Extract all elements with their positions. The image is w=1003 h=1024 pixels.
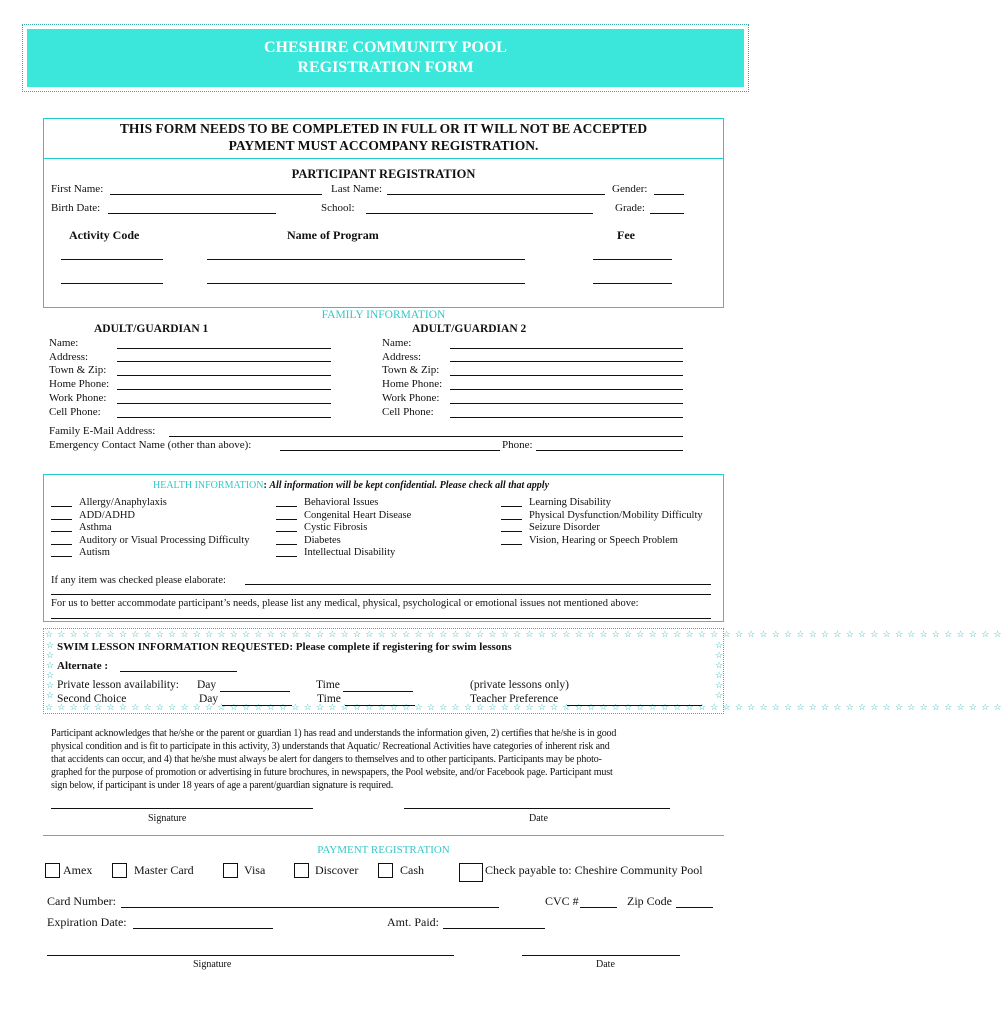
health-item-cystic: Cystic Fibrosis <box>304 522 368 533</box>
activity-code-field-1[interactable] <box>61 259 163 260</box>
program-name-field-2[interactable] <box>207 283 525 284</box>
g2-address-label: Address: <box>382 351 422 363</box>
g2-name-field[interactable] <box>450 348 683 349</box>
time-label-1: Time <box>316 679 340 691</box>
health-check-3-3[interactable] <box>501 531 522 532</box>
cash-label: Cash <box>400 863 424 877</box>
notice-line-1: THIS FORM NEEDS TO BE COMPLETED IN FULL OR IT WILL NOT BE ACCEPTED <box>119 121 648 136</box>
health-check-2-2[interactable] <box>276 519 297 520</box>
day-label-2: Day <box>199 693 219 705</box>
star-border-left: ☆ ☆ ☆ ☆ ☆ ☆ <box>46 640 56 700</box>
grade-field[interactable] <box>650 213 684 214</box>
g1-address-label: Address: <box>49 351 89 363</box>
g1-name-field[interactable] <box>117 348 331 349</box>
g1-cell-phone-field[interactable] <box>117 417 331 418</box>
ack-date-field[interactable] <box>404 808 670 809</box>
g2-address-field[interactable] <box>450 361 683 362</box>
g1-work-phone-field[interactable] <box>117 403 331 404</box>
discover-checkbox[interactable] <box>294 863 309 878</box>
elaborate-field[interactable] <box>245 584 711 585</box>
grade-label: Grade: <box>615 202 645 214</box>
alternate-field[interactable] <box>120 671 237 672</box>
emergency-phone-field[interactable] <box>536 450 683 451</box>
cvc-label: CVC # <box>545 894 579 908</box>
zip-code-field[interactable] <box>676 907 713 908</box>
g1-town-field[interactable] <box>117 375 331 376</box>
emergency-phone-label: Phone: <box>502 439 533 451</box>
private-only-label: (private lessons only) <box>470 679 570 691</box>
email-label: Family E-Mail Address: <box>49 425 156 437</box>
form-title: CHESHIRE COMMUNITY POOL <box>264 39 507 56</box>
health-check-1-3[interactable] <box>51 531 72 532</box>
day-label-1: Day <box>197 679 217 691</box>
ack-line-2: physical condition and is fit to participate in this activity, 3) understands that Aquatic/ Recreational Activities have categories of inherent risk and <box>51 741 610 752</box>
mastercard-label: Master Card <box>134 863 194 877</box>
last-name-label: Last Name: <box>331 183 383 195</box>
g2-work-phone-label: Work Phone: <box>382 392 440 404</box>
g1-address-field[interactable] <box>117 361 331 362</box>
health-check-3-4[interactable] <box>501 544 522 545</box>
health-check-3-2[interactable] <box>501 519 522 520</box>
payment-date-label: Date <box>596 959 615 970</box>
fee-header: Fee <box>617 228 635 242</box>
ack-line-3: that accidents can occur, and 4) that he/she must always be alert for dangers to themselves and to other participants. Participants may be photo- <box>51 754 602 765</box>
g2-cell-phone-label: Cell Phone: <box>382 406 434 418</box>
health-note: All information will be kept confidential. Please check all that apply <box>269 480 550 491</box>
accommodate-field[interactable] <box>51 618 711 619</box>
first-name-label: First Name: <box>51 183 104 195</box>
time-field-2[interactable] <box>345 705 415 706</box>
health-item-allergy: Allergy/Anaphylaxis <box>79 497 167 508</box>
ack-line-5: sign below, if participant is under 18 years of age a parent/guardian signature is required. <box>51 780 394 791</box>
visa-label: Visa <box>244 863 266 877</box>
ack-date-label: Date <box>529 813 548 824</box>
cvc-field[interactable] <box>580 907 617 908</box>
day-field-1[interactable] <box>220 691 290 692</box>
g1-work-phone-label: Work Phone: <box>49 392 107 404</box>
health-check-2-1[interactable] <box>276 506 297 507</box>
guardian-1-heading: ADULT/GUARDIAN 1 <box>94 323 209 335</box>
visa-checkbox[interactable] <box>223 863 238 878</box>
family-heading: FAMILY INFORMATION <box>321 309 446 321</box>
participant-heading: PARTICIPANT REGISTRATION <box>291 167 476 181</box>
g2-name-label: Name: <box>382 337 412 349</box>
amt-paid-field[interactable] <box>443 928 545 929</box>
elaborate-field-2[interactable] <box>51 594 711 595</box>
star-border-bottom: ☆ ☆ ☆ ☆ ☆ ☆ ☆ ☆ ☆ ☆ ☆ ☆ ☆ ☆ ☆ ☆ ☆ ☆ ☆ ☆ ☆ ☆ ☆ ☆ ☆ ☆ ☆ ☆ ☆ ☆ ☆ ☆ ☆ ☆ ☆ ☆ ☆ ☆ ☆ ☆ ☆ ☆ ☆ ☆ ☆ ☆ ☆ ☆ ☆ ☆ ☆ ☆ ☆ ☆ ☆ ☆ ☆ ☆ ☆ ☆ ☆ ☆ ☆ ☆ ☆ ☆ ☆ ☆ ☆ ☆ ☆ ☆ ☆ ☆ ☆ ☆ ☆ ☆ <box>45 702 1003 712</box>
time-label-2: Time <box>317 693 341 705</box>
health-check-1-1[interactable] <box>51 506 72 507</box>
birth-date-label: Birth Date: <box>51 202 101 214</box>
g2-work-phone-field[interactable] <box>450 403 683 404</box>
health-item-learning: Learning Disability <box>529 497 611 508</box>
health-item-behavioral: Behavioral Issues <box>304 497 379 508</box>
gender-field[interactable] <box>654 194 684 195</box>
g1-town-label: Town & Zip: <box>49 364 107 376</box>
header-banner <box>27 29 744 87</box>
g1-cell-phone-label: Cell Phone: <box>49 406 101 418</box>
email-field[interactable] <box>169 436 683 437</box>
program-name-header: Name of Program <box>287 228 379 242</box>
star-border-right: ☆ ☆ ☆ ☆ ☆ ☆ <box>715 640 725 700</box>
health-check-1-4[interactable] <box>51 544 72 545</box>
check-label: Check payable to: Cheshire Community Pool <box>485 863 703 877</box>
emergency-label: Emergency Contact Name (other than above): <box>49 439 252 451</box>
payment-heading: PAYMENT REGISTRATION <box>317 844 450 856</box>
fee-field-1[interactable] <box>593 259 672 260</box>
health-item-intellectual: Intellectual Disability <box>304 547 396 558</box>
payment-signature-label: Signature <box>193 959 232 970</box>
ack-signature-label: Signature <box>148 813 187 824</box>
birth-date-field[interactable] <box>108 213 276 214</box>
time-field-1[interactable] <box>343 691 413 692</box>
elaborate-label: If any item was checked please elaborate: <box>51 575 226 586</box>
fee-field-2[interactable] <box>593 283 672 284</box>
ack-line-4: graphed for the purpose of promotion or advertising in future brochures, in newspapers, the Pool website, and/or Facebook page. Participant must <box>51 767 613 778</box>
health-item-asthma: Asthma <box>79 522 112 533</box>
second-choice-label: Second Choice <box>57 693 127 705</box>
health-check-2-3[interactable] <box>276 531 297 532</box>
amex-label: Amex <box>63 863 93 877</box>
health-item-physical: Physical Dysfunction/Mobility Difficulty <box>529 510 703 521</box>
g2-home-phone-label: Home Phone: <box>382 378 443 390</box>
school-field[interactable] <box>366 213 593 214</box>
private-availability-label: Private lesson availability: <box>57 679 180 691</box>
alternate-label: Alternate : <box>57 660 109 672</box>
activity-code-field-2[interactable] <box>61 283 163 284</box>
health-check-1-5[interactable] <box>51 556 72 557</box>
day-field-2[interactable] <box>222 705 292 706</box>
g2-town-field[interactable] <box>450 375 683 376</box>
form-subtitle: REGISTRATION FORM <box>297 59 474 76</box>
health-heading-colon: : <box>263 480 267 491</box>
health-item-seizure: Seizure Disorder <box>529 522 600 533</box>
notice-line-2: PAYMENT MUST ACCOMPANY REGISTRATION. <box>228 138 539 153</box>
g2-home-phone-field[interactable] <box>450 389 683 390</box>
health-check-2-5[interactable] <box>276 556 297 557</box>
health-item-diabetes: Diabetes <box>304 535 341 546</box>
zip-code-label: Zip Code <box>627 894 672 908</box>
emergency-field[interactable] <box>280 450 500 451</box>
cash-checkbox[interactable] <box>378 863 393 878</box>
g2-town-label: Town & Zip: <box>382 364 440 376</box>
guardian-2-heading: ADULT/GUARDIAN 2 <box>412 323 527 335</box>
accommodate-label: For us to better accommodate participant’s needs, please list any medical, physical, psychological or emotional issues not mentioned above: <box>51 598 639 609</box>
g1-home-phone-field[interactable] <box>117 389 331 390</box>
health-check-2-4[interactable] <box>276 544 297 545</box>
school-label: School: <box>321 202 355 214</box>
g1-name-label: Name: <box>49 337 79 349</box>
gender-label: Gender: <box>612 183 648 195</box>
health-heading: HEALTH INFORMATION <box>153 480 264 491</box>
first-name-field[interactable] <box>110 194 322 195</box>
amt-paid-label: Amt. Paid: <box>387 915 440 929</box>
card-number-label: Card Number: <box>47 894 116 908</box>
discover-label: Discover <box>315 863 359 877</box>
ack-signature-field[interactable] <box>51 808 313 809</box>
health-item-autism: Autism <box>79 547 110 558</box>
amex-checkbox[interactable] <box>45 863 60 878</box>
health-item-heart: Congenital Heart Disease <box>304 510 412 521</box>
teacher-preference-field[interactable] <box>567 705 702 706</box>
health-item-add: ADD/ADHD <box>79 510 135 521</box>
g2-cell-phone-field[interactable] <box>450 417 683 418</box>
star-border-top: ☆ ☆ ☆ ☆ ☆ ☆ ☆ ☆ ☆ ☆ ☆ ☆ ☆ ☆ ☆ ☆ ☆ ☆ ☆ ☆ ☆ ☆ ☆ ☆ ☆ ☆ ☆ ☆ ☆ ☆ ☆ ☆ ☆ ☆ ☆ ☆ ☆ ☆ ☆ ☆ ☆ ☆ ☆ ☆ ☆ ☆ ☆ ☆ ☆ ☆ ☆ ☆ ☆ ☆ ☆ ☆ ☆ ☆ ☆ ☆ ☆ ☆ ☆ ☆ ☆ ☆ ☆ ☆ ☆ ☆ ☆ ☆ ☆ ☆ ☆ ☆ ☆ ☆ <box>45 629 1003 639</box>
check-checkbox[interactable] <box>459 863 483 882</box>
health-heading-row <box>153 479 549 492</box>
teacher-preference-label: Teacher Preference <box>470 693 559 705</box>
expiration-label: Expiration Date: <box>47 915 127 929</box>
last-name-field[interactable] <box>387 194 605 195</box>
payment-date-field[interactable] <box>522 955 680 956</box>
swim-heading: SWIM LESSON INFORMATION REQUESTED: Please complete if registering for swim lessons <box>57 641 512 653</box>
health-check-3-1[interactable] <box>501 506 522 507</box>
expiration-field[interactable] <box>133 928 273 929</box>
health-item-auditory: Auditory or Visual Processing Difficulty <box>79 535 250 546</box>
program-name-field-1[interactable] <box>207 259 525 260</box>
ack-line-1: Participant acknowledges that he/she or the parent or guardian 1) has read and understands the information given, 2) certifies that he/she is in good <box>51 728 617 739</box>
activity-code-header: Activity Code <box>69 228 140 242</box>
health-item-vision: Vision, Hearing or Speech Problem <box>529 535 678 546</box>
mastercard-checkbox[interactable] <box>112 863 127 878</box>
participant-box-divider <box>43 158 724 159</box>
payment-signature-field[interactable] <box>47 955 454 956</box>
g1-home-phone-label: Home Phone: <box>49 378 110 390</box>
payment-divider <box>43 835 724 836</box>
health-check-1-2[interactable] <box>51 519 72 520</box>
card-number-field[interactable] <box>121 907 499 908</box>
